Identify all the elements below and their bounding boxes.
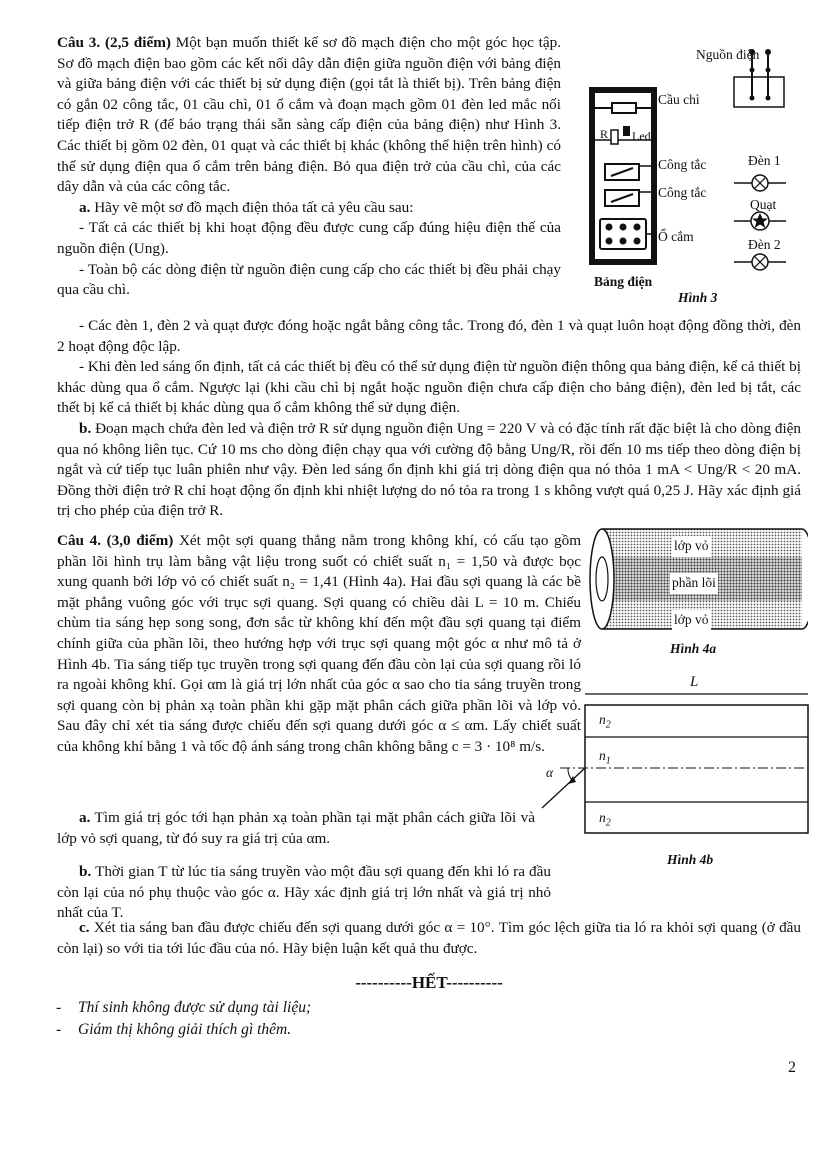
note-dash: - [56, 1021, 62, 1038]
q3-a-item-1: - Tất cả các thiết bị khi hoạt động đều được cung cấp đúng hiệu điện thế của nguồn điện (Ung). [57, 219, 561, 257]
switch2-label: Công tắc [658, 185, 707, 200]
q3-part-a [57, 198, 561, 219]
note-dash: - [56, 999, 62, 1016]
fig4b-n2-bot-n: n [599, 810, 606, 825]
lamp2-label: Đèn 2 [748, 237, 781, 252]
fig4b-n1-n: n [599, 748, 606, 763]
fig4b-n2-top-sub: 2 [605, 719, 611, 731]
fig4a-core: phần lõi [670, 573, 718, 594]
q3-continued-block [57, 316, 801, 522]
q4-c-text: Xét tia sáng ban đầu được chiếu đến sợi quang dưới góc α = 10°. Tìm góc lệch giữa tia ló ra khỏi sợi quang (ở đầu còn lại) so với tia tới lúc đầu của nó. Hãy biện luận kết quả thu được. [57, 919, 801, 957]
q4-part-c [57, 918, 801, 959]
fig4a-cladding-bottom: lớp vỏ [672, 610, 711, 631]
q4-part-a [57, 808, 535, 849]
q4-intro-block [57, 531, 581, 758]
q3-b-text: Đoạn mạch chứa đèn led và điện trở R sử dụng nguồn điện Ung = 220 V và có đặc tính rất đặc biệt là cho dòng điện qua nó không liên tục. Cứ 10 ms cho dòng điện chạy qua với cường độ bằng Ung/R, rồi đến 10 ms tiếp theo dòng điện bị ngắt và cứ tiếp tục luân phiên như vậy. Đèn led sáng ổn định khi giá trị dòng điện qua nó thỏa 1 mA < Ung/R < 20 mA. Đồng thời điện trở R chỉ hoạt động ổn định khi nhiệt lượng do nó tỏa ra trong 1 s không vượt quá 0,25 J. Hãy xác định giá trị cho phép của điện trở R. [57, 419, 802, 520]
figure-4a-caption: Hình 4a [670, 641, 717, 656]
q4-heading: Câu 4. (3,0 điểm) [57, 532, 174, 549]
page-number: 2 [788, 1059, 796, 1076]
q3-a-label: a. [79, 198, 91, 216]
q3-intro-text: Một bạn muốn thiết kế sơ đồ mạch điện cho một góc học tập. Sơ đồ mạch điện bao gồm các kết nối dây dẫn điện giữa nguồn điện với bảng điện và giữa bảng điện với các thiết bị sử dụng điện (gọi tắt là thiết bị). Trên bảng điện có gắn 02 công tắc, 01 cầu chì, 01 ổ cắm và đoạn mạch gồm 01 đèn led mắc nối tiếp điện trở R (để báo trạng thái sẵn sàng cấp điện của bảng điện) như Hình 3. Các thiết bị gồm 02 đèn, 01 quạt và các thiết bị khác (không thể hiện trên hình) có thể sử dụng điện qua ổ cắm trên bảng điện. Bỏ qua điện trở của cầu chì, của các dây dẫn và của các công tắc. [57, 34, 562, 196]
q3-a-item-3: - Các đèn 1, đèn 2 và quạt được đóng hoặc ngắt bằng công tắc. Trong đó, đèn 1 và quạt luôn hoạt động đồng thời, đèn 2 hoạt động độc lập. [57, 317, 801, 355]
figure-4b-drawing [540, 672, 810, 842]
notes [56, 997, 800, 1041]
q4-b-label: b. [79, 863, 92, 880]
fan-label: Quạt [750, 197, 777, 212]
fig4b-n2-top [599, 710, 611, 736]
q4-intro [57, 531, 581, 758]
lamp1-label: Đèn 1 [748, 153, 781, 168]
fig4b-alpha: α [546, 765, 554, 780]
q4-a-block [57, 808, 535, 849]
note-item [56, 1019, 800, 1041]
q3-intro [57, 33, 561, 198]
q3-intro-block [57, 33, 561, 301]
fig4b-n1 [599, 746, 611, 772]
q4-a-label: a. [79, 809, 91, 826]
q4-c-block [57, 918, 801, 959]
source-label: Nguồn điện [696, 47, 760, 62]
fig4b-n1-sub: 1 [605, 755, 611, 767]
fig4b-n2-top-n: n [599, 712, 606, 727]
end-marker: ----------HẾT---------- [355, 973, 503, 992]
figure-4b [540, 672, 810, 872]
led-label: Led [632, 129, 651, 143]
q3-a-item-4: - Khi đèn led sáng ổn định, tất cả các thiết bị đều có thể sử dụng điện từ nguồn điện thông qua bảng điện, kể cả thiết bị khác dùng qua ổ cắm. Ngược lại (khi cầu chì bị ngắt hoặc nguồn điện chưa cấp điện cho bảng điện), đèn led bị tắt, các thết bị kể cả thiết bị khác dùng qua ổ cắm không thể sử dụng điện. [57, 358, 801, 417]
q3-a-item-2: - Toàn bộ các dòng điện từ nguồn điện cung cấp cho các thiết bị đều phải chạy qua cầu chì. [57, 260, 561, 299]
q4-intro-text: Xét một sợi quang thẳng nằm trong không khí, có cấu tạo gồm phần lõi hình trụ làm bằng vật liệu trong suốt có chiết suất n₁ = 1,50 và được bọc xung quanh bởi lớp vỏ có chiết suất n₂ = 1,41 (Hình 4a). Hai đầu sợi quang là các bề mặt phẳng vuông góc với trục sợi quang. Sợi quang có chiều dài L = 10 m. Chiếu chùm tia sáng hẹp song song, đơn sắc từ không khí đến một đầu sợi quang tại điểm chính giữa của phần lõi, theo hướng hợp với trục sợi quang một góc α như mô tả ở Hình 4b. Tia sáng tiếp tục truyền trong sợi quang đến đầu còn lại của sợi quang rồi ló ra ngoài không khí. Gọi αm là giá trị lớn nhất của góc α sao cho tia sáng truyền trong sợi quang còn bị phản xạ toàn phần khi gặp mặt phân cách giữa phần lõi và lớp vỏ. Sau đây chỉ xét tia sáng được chiếu đến sợi quang dưới góc α ≤ αm. Lấy chiết suất của không khí bằng 1 và tốc độ ánh sáng trong chân không bằng c = 3 · 10⁸ m/s. [57, 532, 582, 755]
fig4b-L-label: L [690, 674, 699, 690]
q3-part-b [57, 419, 801, 522]
fig4b-n2-bottom [599, 808, 611, 834]
fig4b-n2-bot-sub: 2 [605, 817, 611, 829]
fuse-label: Cầu chì [658, 92, 700, 107]
note-text: Giám thị không giải thích gì thêm. [78, 1021, 292, 1038]
r-label: R [600, 127, 609, 141]
q4-b-text: Thời gian T từ lúc tia sáng truyền vào một đầu sợi quang đến khi ló ra đầu còn lại của nó phụ thuộc vào góc α. Hãy xác định giá trị lớn nhất và giá trị nhỏ nhất của T. [57, 863, 551, 922]
board-label: Bảng điện [594, 274, 653, 289]
figure-4b-caption: Hình 4b [667, 852, 714, 867]
q3-a-text: Hãy vẽ một sơ đồ mạch điện thỏa tất cả yêu cầu sau: [94, 198, 414, 216]
figure-4a [588, 525, 808, 660]
figure-3 [578, 40, 818, 310]
note-item [56, 997, 800, 1019]
fig4a-cladding-top: lớp vỏ [672, 536, 711, 557]
q4-c-label: c. [79, 919, 90, 936]
q3-b-label: b. [79, 419, 92, 437]
socket-label: Ổ cắm [658, 229, 694, 244]
note-text: Thí sinh không được sử dụng tài liệu; [78, 999, 312, 1016]
q4-a-text: Tìm giá trị góc tới hạn phản xạ toàn phần tại mặt phân cách giữa lõi và lớp vỏ sợi quang, từ đó suy ra giá trị của αm. [57, 809, 535, 847]
q3-heading: Câu 3. (2,5 điểm) [57, 34, 171, 51]
switch1-label: Công tắc [658, 157, 707, 172]
figure-3-caption: Hình 3 [678, 290, 718, 305]
